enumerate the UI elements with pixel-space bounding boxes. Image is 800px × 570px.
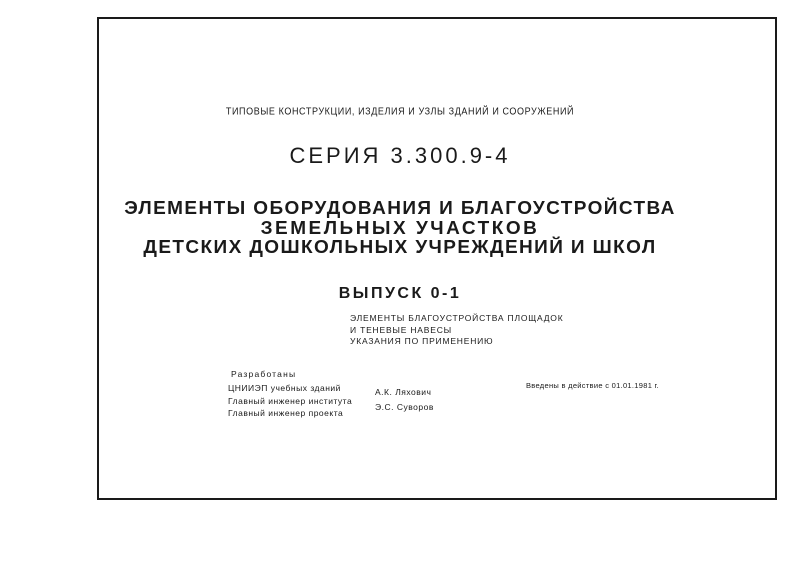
document-frame — [97, 17, 777, 500]
document-title-line-3: ДЕТСКИХ ДОШКОЛЬНЫХ УЧРЕЖДЕНИЙ И ШКОЛ — [143, 237, 657, 258]
developer-chief-project-engineer: Главный инженер проекта — [228, 408, 344, 418]
signatory-name-1: А.К. Ляхович — [375, 387, 432, 397]
series-number: СЕРИЯ 3.300.9-4 — [289, 143, 511, 168]
document-title-line-2: ЗЕМЕЛЬНЫХ УЧАСТКОВ — [260, 218, 540, 239]
issue-subtitle-line-1: ЭЛЕМЕНТЫ БЛАГОУСТРОЙСТВА ПЛОЩАДОК — [350, 313, 564, 323]
developer-chief-engineer-institute: Главный инженер института — [228, 396, 353, 406]
developed-by-label: Разработаны — [231, 369, 297, 379]
signatory-name-2: Э.С. Суворов — [375, 402, 434, 412]
issue-number: ВЫПУСК 0-1 — [338, 285, 462, 302]
issue-subtitle-line-2: И ТЕНЕВЫЕ НАВЕСЫ — [350, 325, 452, 335]
developer-organization: ЦНИИЭП учебных зданий — [228, 383, 341, 393]
issue-subtitle-line-3: УКАЗАНИЯ ПО ПРИМЕНЕНИЮ — [350, 336, 494, 346]
series-standard-line: ТИПОВЫЕ КОНСТРУКЦИИ, ИЗДЕЛИЯ И УЗЛЫ ЗДАНИЙ И СООРУЖЕНИЙ — [225, 105, 575, 117]
introduction-date: Введены в действие с 01.01.1981 г. — [526, 381, 660, 390]
document-title-line-1: ЭЛЕМЕНТЫ ОБОРУДОВАНИЯ И БЛАГОУСТРОЙСТВА — [124, 198, 676, 219]
